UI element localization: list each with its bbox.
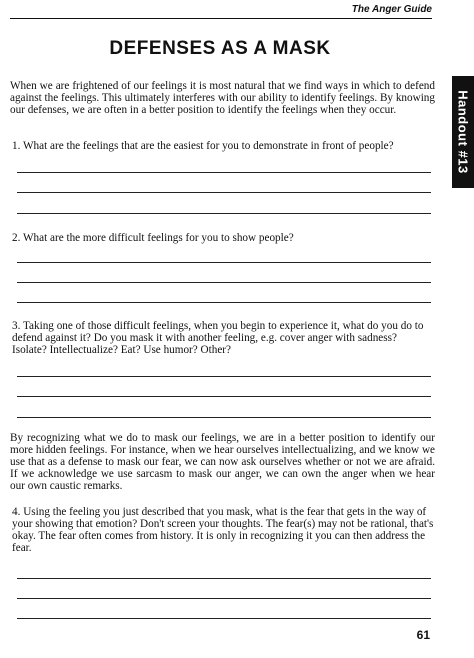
question-3: 3. Taking one of those difficult feelings, when you begin to experience it, what do you do to defend against it? Do you mask it with another feeling, e.g. cover anger with sadness? Isolate? Intellectualize? Eat? Use humor? Other? [12,320,424,356]
page-number: 61 [416,628,430,642]
answer-line[interactable] [17,172,431,173]
page-title: DEFENSES AS A MASK [109,38,331,59]
answer-line[interactable] [17,376,431,377]
answer-line[interactable] [17,213,431,214]
intro-paragraph: When we are frightened of our feelings it is most natural that we find ways in which to defend against the feelings. This ultimately interferes with our ability to identify feelings. By knowing our defenses, we are often in a better position to identify the feelings when they occur. [10,80,435,116]
answer-line[interactable] [17,598,431,599]
answer-line[interactable] [17,302,431,303]
answer-line[interactable] [17,618,431,619]
answer-line[interactable] [17,417,431,418]
question-4: 4. Using the feeling you just described that you mask, what is the fear that gets in the way of your showing that emotion? Don't screen your thoughts. The fear(s) may not be rational, that's okay. The fear often comes from history. It is only in recognizing it you can then address the fear. [12,506,434,554]
running-title: The Anger Guide [351,4,432,15]
answer-line[interactable] [17,262,431,263]
answer-line[interactable] [17,192,431,193]
handout-tab [452,76,474,188]
answer-line[interactable] [17,282,431,283]
answer-line[interactable] [17,396,431,397]
header-rule [10,18,432,19]
handout-tab-label: Handout #13 [455,90,471,174]
question-2: 2. What are the more difficult feelings for you to show people? [12,232,294,244]
middle-paragraph: By recognizing what we do to mask our feelings, we are in a better position to identify our more hidden feelings. For instance, when we hear ourselves intellectualizing, and we know we use that as a defense to mask our fear, we can now ask ourselves whether or not we are afraid. If we acknowledge we use sarcasm to mask our anger, we can own the anger when we hear our own caustic remarks. [10,432,435,492]
answer-line[interactable] [17,578,431,579]
question-1: 1. What are the feelings that are the easiest for you to demonstrate in front of people? [12,140,394,152]
